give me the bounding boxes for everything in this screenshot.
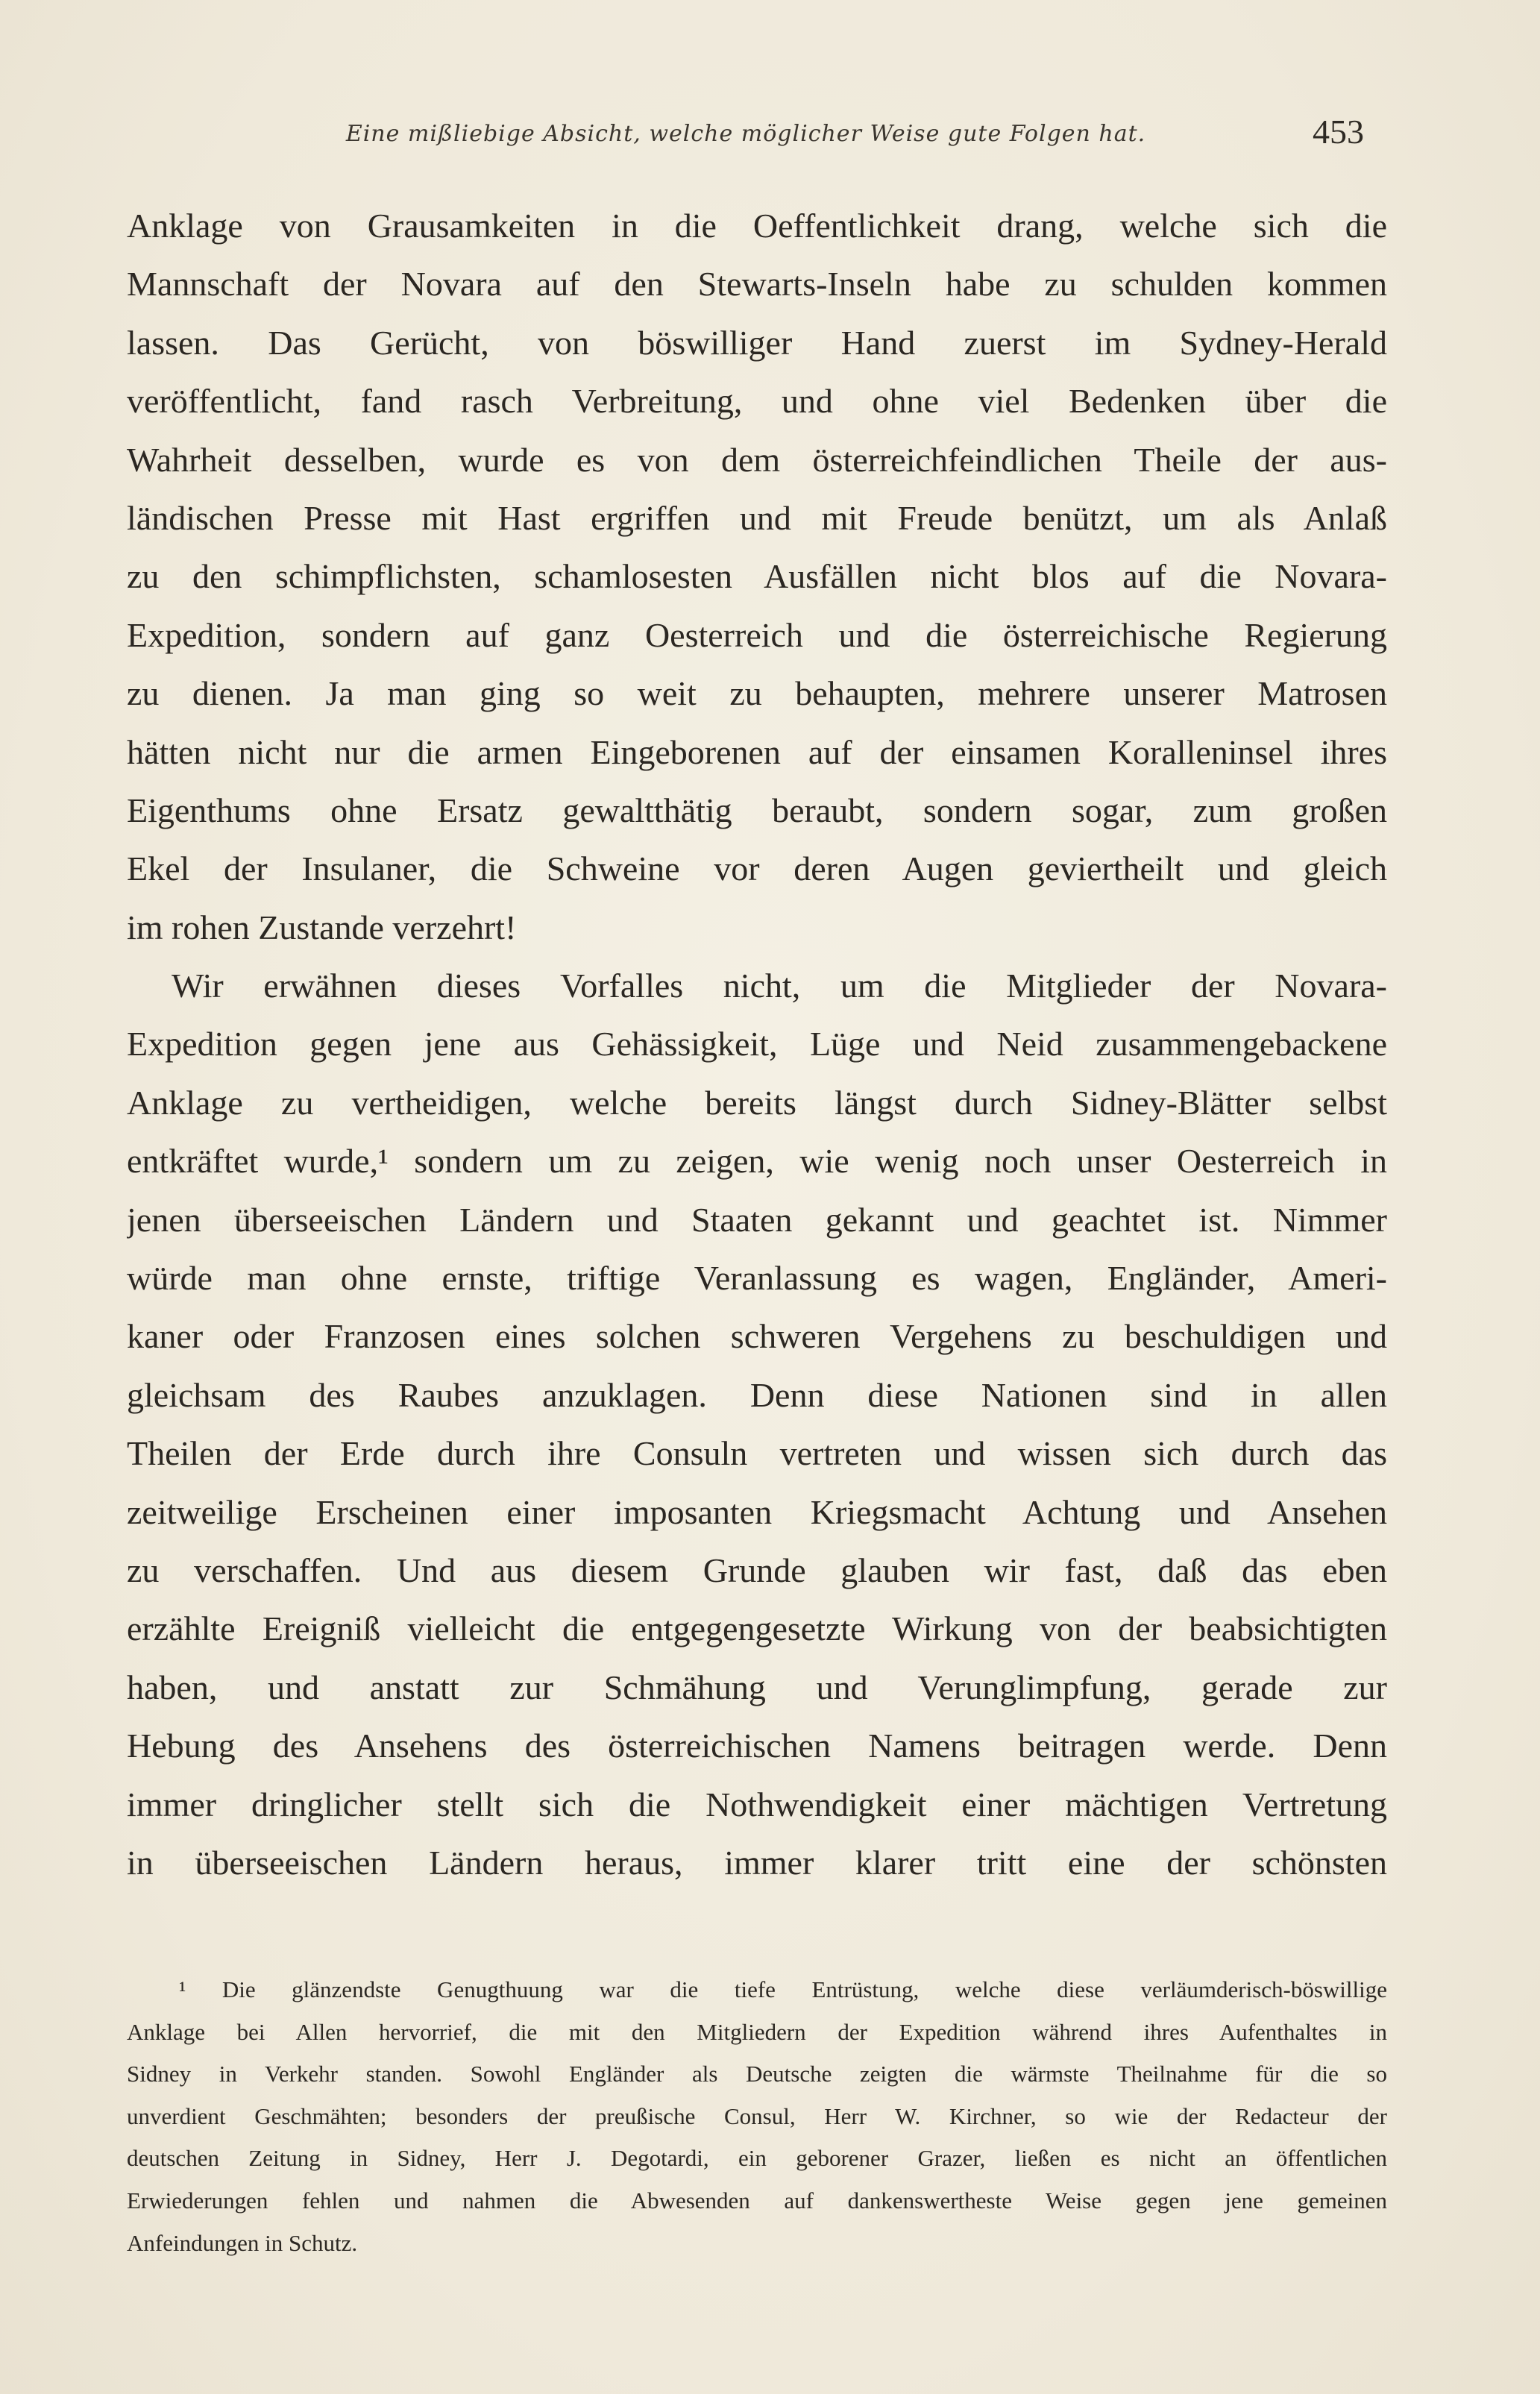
text-line-with-footnote-ref: entkräftet wurde,¹ sondern um zu zeigen, wie wenig noch unser Oesterreich in xyxy=(127,1142,1387,1181)
text-line: ländischen Presse mit Hast ergriffen und mit Freude benützt, um als Anlaß xyxy=(127,498,1387,537)
running-header: Eine mißliebige Absicht, welche möglicher Weise gute Folgen hat. xyxy=(345,121,1146,147)
footnote-line: deutschen Zeitung in Sidney, Herr J. Degotardi, ein geborener Grazer, ließen es nicht an öffentlichen xyxy=(127,2145,1387,2172)
text-line: hätten nicht nur die armen Eingeborenen auf der einsamen Koralleninsel ihres xyxy=(127,732,1387,771)
text-line: Wahrheit desselben, wurde es von dem österreichfeindlichen Theile der aus- xyxy=(127,440,1387,479)
text-line: Anklage von Grausamkeiten in die Oeffentlichkeit drang, welche sich die xyxy=(127,207,1387,245)
text-line: haben, und anstatt zur Schmähung und Verunglimpfung, gerade zur xyxy=(127,1668,1387,1706)
footnote-line: Sidney in Verkehr standen. Sowohl Engländer als Deutsche zeigten die wärmste Theilnahme für die so xyxy=(127,2061,1387,2087)
text-line: in überseeischen Ländern heraus, immer klarer tritt eine der schönsten xyxy=(127,1843,1387,1882)
text-line: Eigenthums ohne Ersatz gewaltthätig beraubt, sondern sogar, zum großen xyxy=(127,791,1387,829)
footnote-line: Anfeindungen in Schutz. xyxy=(127,2229,358,2256)
text-line: würde man ohne ernste, triftige Veranlassung es wagen, Engländer, Ameri- xyxy=(127,1259,1387,1298)
text-line: erzählte Ereigniß vielleicht die entgegengesetzte Wirkung von der beabsichtigten xyxy=(127,1609,1387,1648)
text-line: Hebung des Ansehens des österreichischen Namens beitragen werde. Denn xyxy=(127,1727,1387,1765)
text-line: zeitweilige Erscheinen einer imposanten Kriegsmacht Achtung und Ansehen xyxy=(127,1492,1387,1531)
footnote xyxy=(127,1969,1387,2264)
footnote-line: Anklage bei Allen hervorrief, die mit den Mitgliedern der Expedition während ihres Aufenthaltes in xyxy=(127,2018,1387,2045)
footnote-line: Erwiederungen fehlen und nahmen die Abwesenden auf dankenswertheste Weise gegen jene gemeinen xyxy=(127,2187,1387,2214)
text-line-paragraph-end: im rohen Zustande verzehrt! xyxy=(127,908,517,946)
text-line: Anklage zu vertheidigen, welche bereits längst durch Sidney-Blätter selbst xyxy=(127,1083,1387,1122)
main-text xyxy=(127,197,1387,1892)
text-line: zu dienen. Ja man ging so weit zu behaupten, mehrere unserer Matrosen xyxy=(127,674,1387,713)
text-line: gleichsam des Raubes anzuklagen. Denn diese Nationen sind in allen xyxy=(127,1375,1387,1414)
text-line: Theilen der Erde durch ihre Consuln vertreten und wissen sich durch das xyxy=(127,1434,1387,1473)
text-line: zu den schimpflichsten, schamlosesten Ausfällen nicht blos auf die Novara- xyxy=(127,557,1387,596)
text-line: zu verschaffen. Und aus diesem Grunde glauben wir fast, daß das eben xyxy=(127,1551,1387,1589)
text-line: jenen überseeischen Ländern und Staaten gekannt und geachtet ist. Nimmer xyxy=(127,1200,1387,1239)
text-line: Expedition gegen jene aus Gehässigkeit, Lüge und Neid zusammengebackene xyxy=(127,1025,1387,1064)
footnote-line: unverdient Geschmähten; besonders der preußische Consul, Herr W. Kirchner, so wie der Redacteur der xyxy=(127,2102,1387,2129)
text-line-paragraph-start: Wir erwähnen dieses Vorfalles nicht, um die Mitglieder der Novara- xyxy=(172,967,1387,1005)
text-line: kaner oder Franzosen eines solchen schweren Vergehens zu beschuldigen und xyxy=(127,1317,1387,1356)
footnote-line: ¹ Die glänzendste Genugthuung war die tiefe Entrüstung, welche diese verläumderisch-böswillige xyxy=(179,1976,1387,2002)
text-line: Expedition, sondern auf ganz Oesterreich und die österreichische Regierung xyxy=(127,615,1387,654)
text-line: lassen. Das Gerücht, von böswilliger Hand zuerst im Sydney-Herald xyxy=(127,323,1387,362)
text-line: veröffentlicht, fand rasch Verbreitung, und ohne viel Bedenken über die xyxy=(127,382,1387,421)
page-number: 453 xyxy=(1313,113,1364,151)
text-line: Mannschaft der Novara auf den Stewarts-Inseln habe zu schulden kommen xyxy=(127,265,1387,304)
text-line: immer dringlicher stellt sich die Nothwendigkeit einer mächtigen Vertretung xyxy=(127,1785,1387,1823)
text-line: Ekel der Insulaner, die Schweine vor deren Augen geviertheilt und gleich xyxy=(127,849,1387,888)
